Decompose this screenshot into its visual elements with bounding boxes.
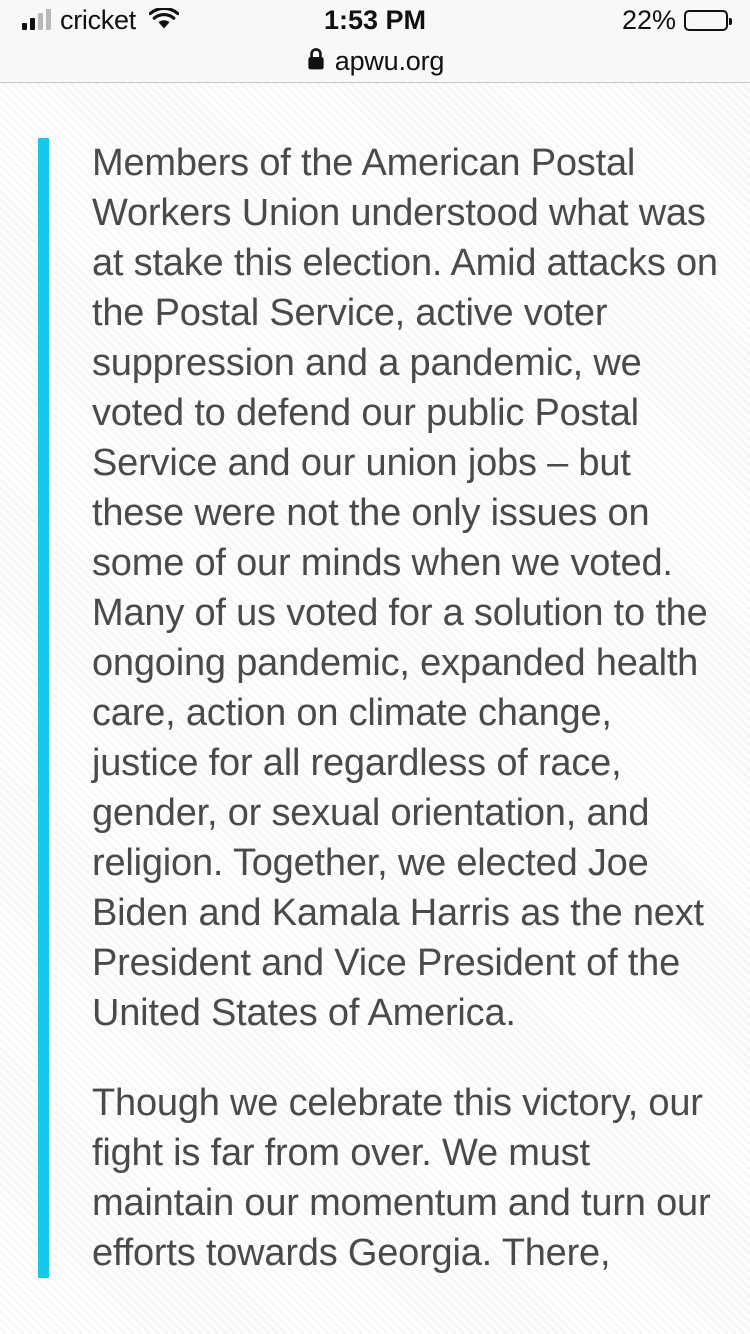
status-bar	[0, 0, 750, 40]
blockquote-accent-bar	[38, 138, 49, 1278]
battery-icon	[684, 10, 728, 31]
carrier-label: cricket	[60, 4, 136, 35]
lock-icon	[306, 47, 326, 76]
paragraph-1: Members of the American Postal Workers Union understood what was at stake this election. Amid attacks on the Postal Service, active voter suppression and a pandemic, we voted to defend our public Postal Service and our union jobs – but these were not the only issues on some of our minds when we voted. Many of us voted for a solution to the ongoing pandemic, expanded health care, action on climate change, justice for all regardless of race, gender, or sexual orientation, and religion. Together, we elected Joe Biden and Kamala Harris as the next President and Vice President of the United States of America.	[92, 142, 718, 1034]
status-bar-left	[22, 5, 179, 36]
battery-percent-label: 22%	[621, 4, 676, 35]
paragraph-2: Though we celebrate this victory, our fight is far from over. We must maintain our momentum and turn our efforts towards Georgia. There,	[92, 1082, 711, 1274]
status-bar-right	[622, 5, 728, 36]
wifi-icon	[149, 8, 179, 35]
browser-url-bar[interactable]	[0, 40, 750, 83]
clock-label: 1:53 PM	[323, 4, 427, 35]
url-text: apwu.org	[334, 45, 445, 76]
blockquote-text	[49, 138, 730, 1278]
web-page-content[interactable]	[0, 83, 750, 1334]
cellular-signal-icon	[22, 10, 51, 30]
blockquote	[38, 138, 730, 1278]
